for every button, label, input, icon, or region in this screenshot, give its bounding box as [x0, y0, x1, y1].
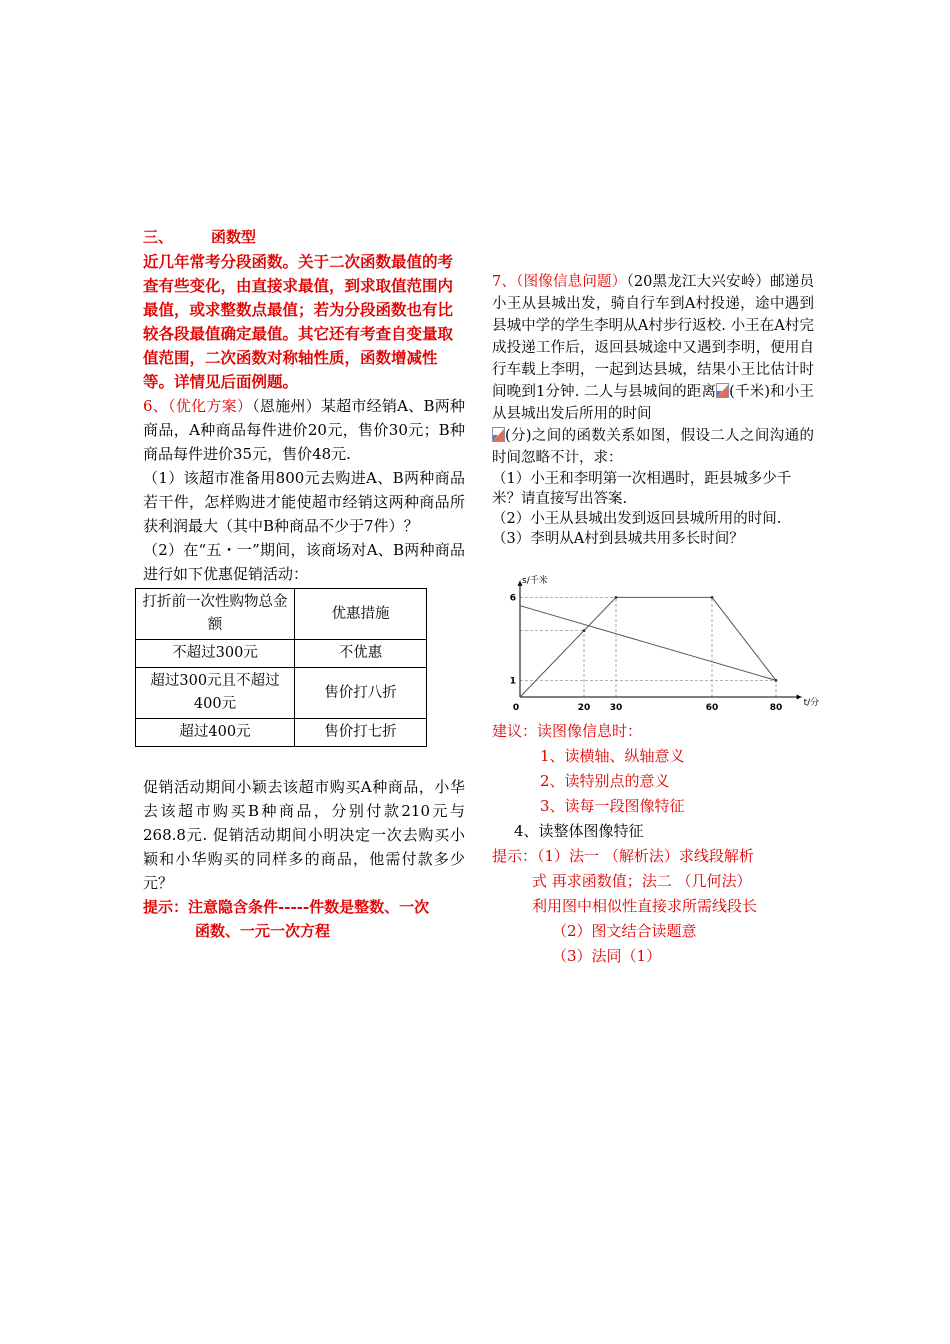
- advice-head: 建议：读图像信息时：: [492, 722, 643, 740]
- promo-question: 促销活动期间小颖去该超市购买A种商品，小华去该超市购买B种商品，分别付款210元与268.8元. 促销活动期间小明决定一次去购买小颖和小华购买的同样多的商品，他需付款多少元？: [143, 778, 465, 892]
- question-6: [143, 394, 465, 466]
- key-point: [775, 679, 778, 682]
- table-cell-amount: 超过400元: [136, 719, 295, 747]
- right-hint-line-3: （3）法同（1）: [552, 947, 662, 965]
- discount-table: [135, 588, 427, 747]
- key-point: [583, 629, 586, 632]
- table-header-measure: 优惠措施: [295, 589, 427, 640]
- table-cell-amount: 超过300元且不超过400元: [136, 668, 295, 719]
- table-row: [136, 719, 427, 747]
- y-axis-label: s/千米: [522, 575, 548, 586]
- right-column: [492, 271, 820, 969]
- series-line: [520, 606, 776, 681]
- y-tick-label: 1: [509, 676, 516, 687]
- table-row: [136, 640, 427, 668]
- advice-item-1: 1、读横轴、纵轴意义: [540, 747, 685, 765]
- left-column: [143, 226, 465, 943]
- q7-body: （20黑龙江大兴安岭）邮递员小王从县城出发，骑自行车到A村投递，途中遇到县城中学的学生李明从A村步行返校. 小王在A村完成投递工作后，返回县城途中又遇到李明，便用自行车载上李明，一起到达县城，结果小王比估计时间晚到1分钟. 二人与县城间的距离: [492, 274, 814, 400]
- q7-continued: [492, 425, 814, 469]
- q6-part-1: （1）该超市准备用800元去购进A、B两种商品若干件，怎样购进才能使超市经销这两种商品所获利润最大（其中B种商品不少于7件）？: [143, 469, 465, 535]
- table-cell-measure: 不优惠: [295, 640, 427, 668]
- q7-body-2: (千米)和小王从县城出发后所用的时间: [492, 384, 814, 422]
- q7-head: 7、（图像信息问题）: [492, 274, 627, 290]
- table-header-amount: 打折前一次性购物总金额: [136, 589, 295, 640]
- q7-part-1: （1）小王和李明第一次相遇时，距县城多少千米？请直接写出答案.: [492, 471, 792, 507]
- q6-part-2: （2）在“五・一”期间，该商场对A、B两种商品进行如下优惠促销活动：: [143, 541, 465, 583]
- advice: [492, 719, 814, 844]
- x-tick-label: 0: [512, 703, 520, 713]
- y-tick-label: 6: [509, 593, 516, 604]
- left-hint-line-2: 函数、一元一次方程: [195, 922, 331, 940]
- x-tick-label: 60: [705, 703, 719, 713]
- right-hint-line-1a: （1）法一 （解析法）求线段解析: [537, 847, 754, 865]
- left-hint-line-1: 提示：注意隐含条件-----件数是整数、一次: [143, 898, 430, 916]
- series-line: [520, 597, 776, 697]
- x-tick-label: 20: [577, 703, 591, 713]
- right-hint-line-2: （2）图文结合读题意: [552, 922, 697, 940]
- right-hint: [492, 844, 814, 969]
- right-hint-line-1b: 式 再求函数值；法二 （几何法）: [532, 872, 752, 890]
- q7-part-3: （3）李明从A村到县城共用多长时间？: [492, 531, 744, 547]
- advice-item-2: 2、读特别点的意义: [540, 772, 670, 790]
- section-name: 函数型: [211, 228, 257, 246]
- q6-head: 6、（优化方案）: [143, 397, 253, 415]
- x-tick-label: 80: [769, 703, 783, 713]
- chart-svg: [490, 555, 820, 715]
- section-heading: [143, 226, 465, 248]
- section-intro: 近几年常考分段函数。关于二次函数最值的考查有些变化，由直接求最值，到求取值范围内最值，或求整数点最值；若为分段函数也有比较各段最值确定最值。其它还有考查自变量取值范围，二次函数对称轴性质，函数增减性等。详情见后面例题。: [143, 252, 454, 391]
- x-axis-label: t/分: [803, 698, 820, 708]
- table-cell-measure: 售价打八折: [295, 668, 427, 719]
- q7-part-2: （2）小王从县城出发到返回县城所用的时间.: [492, 511, 782, 527]
- section-number: 三、: [143, 228, 174, 246]
- advice-item-4: 4、读整体图像特征: [514, 822, 644, 840]
- formula-image-icon: [716, 383, 729, 398]
- distance-time-chart: [490, 555, 820, 715]
- table-header-row: [136, 589, 427, 640]
- key-point: [615, 596, 618, 599]
- x-axis-arrow: [797, 695, 802, 700]
- table-cell-measure: 售价打七折: [295, 719, 427, 747]
- x-tick-label: 30: [609, 703, 623, 713]
- formula-image-icon: [492, 427, 505, 442]
- q7-body-3: (分)之间的函数关系如图，假设二人之间沟通的时间忽略不计，求：: [492, 428, 814, 466]
- left-hint: [143, 895, 465, 943]
- right-hint-line-1c: 利用图中相似性直接求所需线段长: [532, 897, 758, 915]
- question-7: [492, 271, 814, 425]
- right-hint-head: 提示：: [492, 847, 538, 865]
- table-cell-amount: 不超过300元: [136, 640, 295, 668]
- advice-item-3: 3、读每一段图像特征: [540, 797, 685, 815]
- table-row: [136, 668, 427, 719]
- key-point: [711, 596, 714, 599]
- q6-body: （恩施州）某超市经销A、B两种商品，A种商品每件进价20元，售价30元；B种商品每件进价35元，售价48元.: [143, 397, 466, 463]
